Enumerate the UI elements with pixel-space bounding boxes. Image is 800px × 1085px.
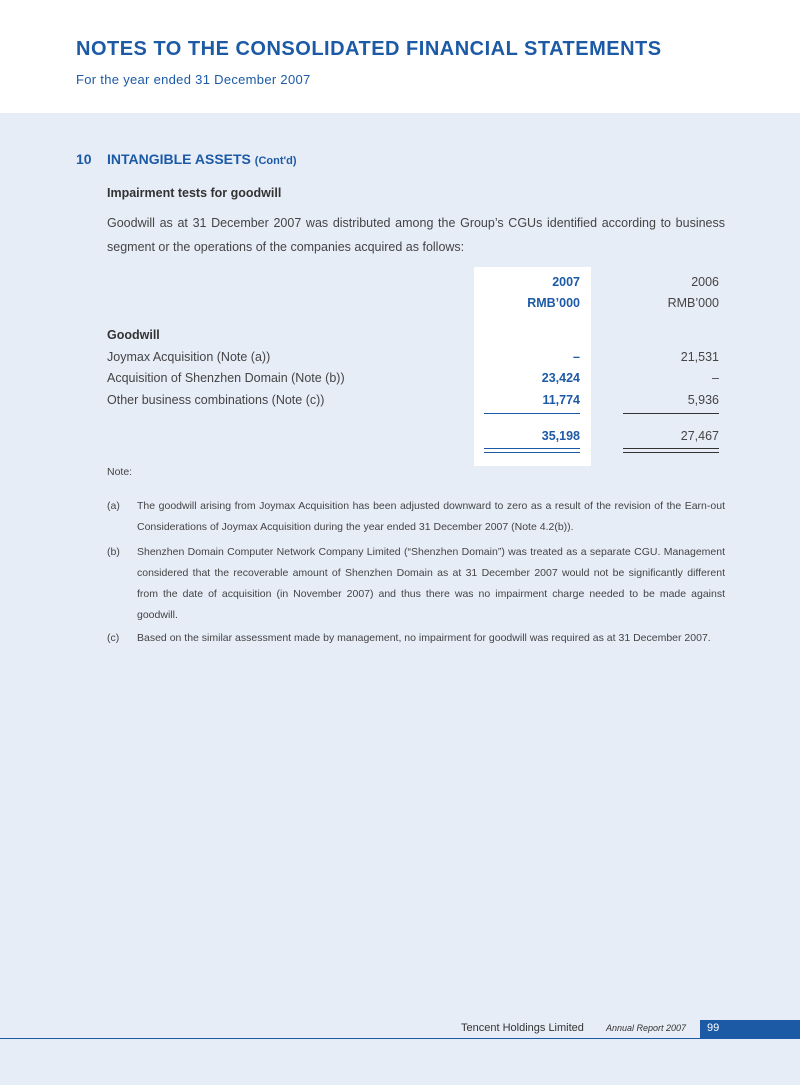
total-double-rule-2007-b <box>484 452 580 453</box>
page-header <box>0 0 800 113</box>
row-value-2006-joymax: 21,531 <box>680 350 719 364</box>
intro-paragraph: Goodwill as at 31 December 2007 was distributed among the Group’s CGUs identified according to business segment or the operations of the companies acquired as follows: <box>107 216 725 254</box>
footer-company: Tencent Holdings Limited <box>461 1022 584 1034</box>
page-subtitle: For the year ended 31 December 2007 <box>76 72 311 87</box>
note-c-text: Based on the similar assessment made by management, no impairment for goodwill was required as at 31 December 2007. <box>137 632 711 644</box>
page-number: 99 <box>707 1022 720 1034</box>
note-b <box>107 542 725 626</box>
note-c-letter: (c) <box>107 632 120 644</box>
subheading: Impairment tests for goodwill <box>107 186 282 200</box>
total-2007: 35,198 <box>541 429 580 443</box>
subtotal-rule-2007 <box>484 413 580 414</box>
page-title: NOTES TO THE CONSOLIDATED FINANCIAL STATEMENTS <box>76 38 662 60</box>
row-value-2007-other: 11,774 <box>542 393 580 407</box>
footer-report: Annual Report 2007 <box>606 1023 687 1033</box>
notes-heading: Note: <box>107 466 133 478</box>
subtotal-rule-2006 <box>623 413 719 414</box>
footer-rule <box>0 1038 800 1039</box>
group-label: Goodwill <box>107 328 160 342</box>
total-double-rule-2006-b <box>623 452 719 453</box>
row-value-2006-other: 5,936 <box>687 393 719 407</box>
row-value-2007-joymax: – <box>573 350 580 364</box>
note-a <box>107 496 725 538</box>
note-a-text: The goodwill arising from Joymax Acquisition has been adjusted downward to zero as a result of the revision of the Earn-out Considerations of Joymax Acquisition during the year ended 31 December 2007 (Note 4.2(b)). <box>137 500 725 533</box>
total-2006: 27,467 <box>680 429 719 443</box>
section-title <box>107 151 297 167</box>
row-label-joymax: Joymax Acquisition (Note (a)) <box>107 350 271 364</box>
row-label-other: Other business combinations (Note (c)) <box>107 393 325 407</box>
note-b-letter: (b) <box>107 546 120 558</box>
note-b-text: Shenzhen Domain Computer Network Company Limited (“Shenzhen Domain”) was treated as a separate CGU. Management considered that the recoverable amount of Shenzhen Domain as at 31 December 2007 would not be significantly different from the date of acquisition (in November 2007) and thus there was no impairment charge needed to be made against goodwill. <box>137 546 725 621</box>
note-c <box>107 628 725 649</box>
section-number: 10 <box>76 151 92 167</box>
header-2006: 2006 <box>691 275 719 289</box>
section-contd: (Cont'd) <box>254 155 297 167</box>
total-double-rule-2007-a <box>484 448 580 449</box>
row-value-2007-shenzhen: 23,424 <box>541 371 580 385</box>
row-label-shenzhen: Acquisition of Shenzhen Domain (Note (b)) <box>107 371 345 385</box>
unit-2007: RMB’000 <box>527 296 580 310</box>
section-title-text: INTANGIBLE ASSETS <box>107 151 251 167</box>
header-2007: 2007 <box>552 275 580 289</box>
row-value-2006-shenzhen: – <box>712 371 719 385</box>
note-a-letter: (a) <box>107 500 120 512</box>
total-double-rule-2006-a <box>623 448 719 449</box>
unit-2006: RMB’000 <box>667 296 719 310</box>
